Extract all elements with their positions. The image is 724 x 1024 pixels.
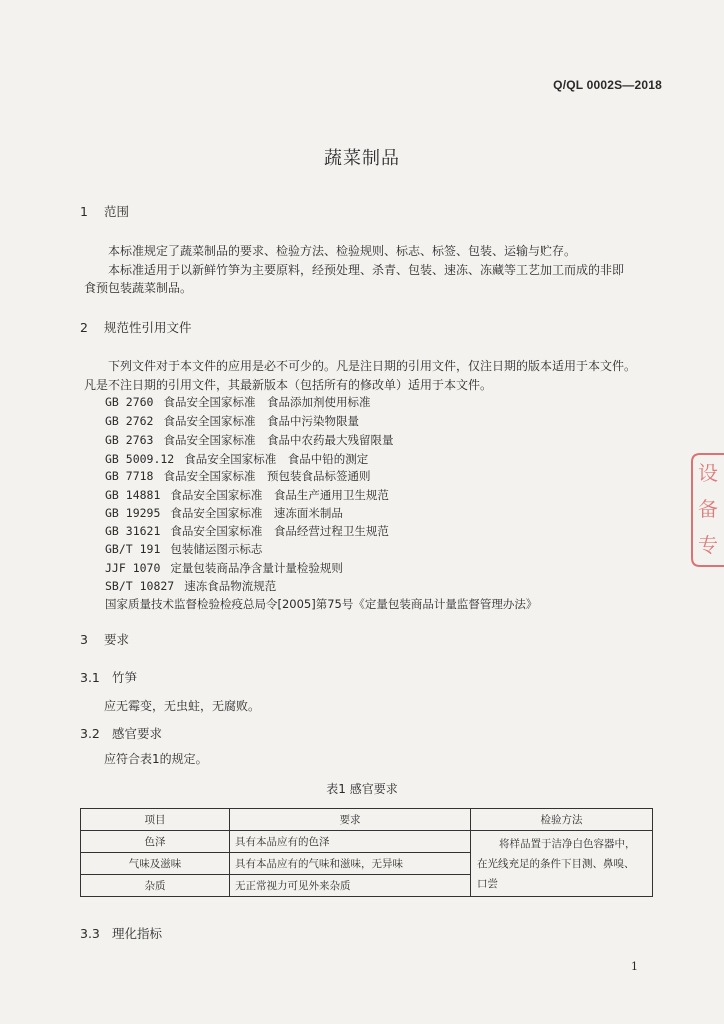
scope-paragraph-2-cont: 食预包装蔬菜制品。 — [84, 281, 193, 295]
reference-item: GB 19295 食品安全国家标准 速冻面米制品 — [105, 506, 343, 520]
row-requirement: 具有本品应有的色泽 — [230, 831, 471, 853]
sensory-requirement-text: 应符合表1的规定。 — [104, 752, 208, 766]
row-requirement: 具有本品应有的气味和滋味，无异味 — [230, 853, 471, 875]
reference-item: GB 2760 食品安全国家标准 食品添加剂使用标准 — [105, 395, 371, 409]
refs-intro-line-2: 凡是不注日期的引用文件，其最新版本（包括所有的修改单）适用于本文件。 — [84, 378, 493, 392]
reference-item: JJF 1070 定量包装商品净含量计量检验规则 — [105, 561, 343, 575]
header-method: 检验方法 — [471, 809, 653, 831]
section-3-heading — [80, 630, 129, 648]
row-requirement: 无正常视力可见外来杂质 — [230, 875, 471, 897]
reference-item: SB/T 10827 速冻食品物流规范 — [105, 579, 277, 593]
row-item: 杂质 — [81, 875, 230, 897]
section-3-1-heading: 3.1 竹笋 — [80, 670, 138, 685]
header-item: 项目 — [81, 809, 230, 831]
reference-order: 国家质量技术监督检验检疫总局令[2005]第75号《定量包装商品计量监督管理办法》 — [105, 597, 538, 611]
row-item: 气味及滋味 — [81, 853, 230, 875]
scope-paragraph-2: 本标准适用于以新鲜竹笋为主要原料，经预处理、杀青、包装、速冻、冻藏等工艺加工而成的非即 — [108, 263, 625, 277]
table-header-row — [81, 809, 653, 831]
reference-item: GB 31621 食品安全国家标准 食品经营过程卫生规范 — [105, 524, 389, 538]
refs-intro-line-1: 下列文件对于本文件的应用是必不可少的。凡是注日期的引用文件，仅注日期的版本适用于本文件。 — [108, 359, 637, 373]
reference-item: GB 2763 食品安全国家标准 食品中农药最大残留限量 — [105, 433, 394, 447]
section-1-heading — [80, 202, 129, 220]
section-title: 范围 — [104, 204, 130, 219]
section-number: 3 — [80, 632, 88, 647]
section-number: 2 — [80, 320, 88, 335]
section-title: 要求 — [104, 632, 130, 647]
section-3-2-heading: 3.2 感官要求 — [80, 726, 163, 741]
page-number: 1 — [631, 960, 638, 973]
bamboo-shoot-requirement: 应无霉变，无虫蛀，无腐败。 — [104, 699, 261, 713]
reference-item: GB/T 191 包装储运图示标志 — [105, 542, 263, 556]
reference-item: GB 7718 食品安全国家标准 预包装食品标签通则 — [105, 469, 371, 483]
red-seal-stamp — [690, 450, 724, 570]
stamp-char: 备 — [698, 497, 718, 521]
table-row — [81, 831, 653, 853]
section-title: 规范性引用文件 — [104, 320, 192, 335]
stamp-char: 专 — [698, 533, 718, 557]
row-item: 色泽 — [81, 831, 230, 853]
test-method-cell: 将样品置于洁净白色容器中， 在光线充足的条件下目测、鼻嗅、 口尝 — [471, 831, 653, 897]
table-caption: 表1 感官要求 — [326, 782, 398, 796]
stamp-char: 设 — [698, 461, 718, 485]
reference-item: GB 2762 食品安全国家标准 食品中污染物限量 — [105, 414, 359, 428]
section-3-3-heading: 3.3 理化指标 — [80, 926, 163, 941]
sensory-requirements-table — [80, 808, 653, 897]
document-code: Q/QL 0002S—2018 — [553, 78, 662, 92]
section-2-heading — [80, 318, 192, 336]
reference-item: GB 5009.12 食品安全国家标准 食品中铅的测定 — [105, 452, 369, 466]
header-requirement: 要求 — [230, 809, 471, 831]
section-number: 1 — [80, 204, 88, 219]
page-title: 蔬菜制品 — [324, 148, 400, 169]
scope-paragraph-1: 本标准规定了蔬菜制品的要求、检验方法、检验规则、标志、标签、包装、运输与贮存。 — [108, 244, 577, 258]
reference-item: GB 14881 食品安全国家标准 食品生产通用卫生规范 — [105, 488, 389, 502]
